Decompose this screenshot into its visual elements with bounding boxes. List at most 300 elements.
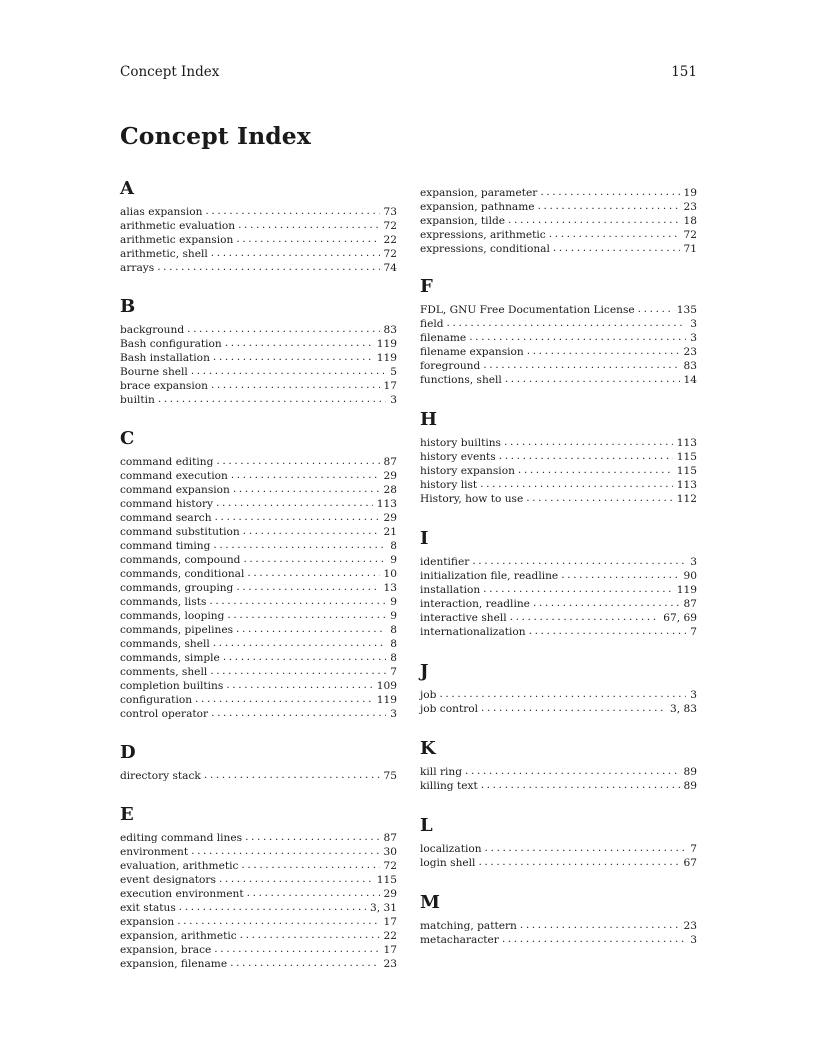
- page-reference[interactable]: 23: [383, 958, 397, 970]
- index-term: expressions, conditional: [420, 243, 550, 255]
- dot-leader: [187, 322, 379, 336]
- page-reference[interactable]: 113: [376, 498, 397, 510]
- dot-leader: [529, 624, 687, 638]
- index-section: [120, 178, 397, 275]
- index-entry[interactable]: [420, 478, 697, 492]
- page-reference[interactable]: 9: [390, 610, 397, 622]
- index-entry[interactable]: [420, 200, 697, 214]
- index-term: arrays: [120, 262, 155, 274]
- dot-leader: [538, 199, 680, 213]
- index-entry[interactable]: [120, 943, 397, 957]
- dot-leader: [213, 636, 386, 650]
- page-reference[interactable]: 22: [383, 234, 397, 246]
- index-term: commands, pipelines: [120, 624, 234, 636]
- page-reference[interactable]: 29: [383, 888, 397, 900]
- index-term: background: [120, 324, 185, 336]
- section-letter: A: [120, 178, 134, 199]
- index-entry[interactable]: [120, 337, 397, 351]
- index-section: [420, 738, 697, 793]
- dot-leader: [243, 552, 386, 566]
- index-term: foreground: [420, 360, 481, 372]
- index-entry[interactable]: [420, 492, 697, 506]
- index-term: expansion: [120, 916, 175, 928]
- page-reference[interactable]: 67, 69: [663, 612, 697, 624]
- section-letter: K: [420, 738, 436, 759]
- dot-leader: [225, 336, 373, 350]
- running-header: [120, 64, 697, 80]
- page-reference[interactable]: 8: [390, 652, 397, 664]
- index-entry[interactable]: [420, 583, 697, 597]
- index-entry[interactable]: [120, 393, 397, 407]
- index-term: command expansion: [120, 484, 230, 496]
- index-entry[interactable]: [420, 331, 697, 345]
- page-reference[interactable]: 72: [683, 229, 697, 241]
- dot-leader: [214, 942, 379, 956]
- page-reference[interactable]: 7: [690, 626, 697, 638]
- section-letter: J: [420, 661, 429, 682]
- page-reference[interactable]: 13: [383, 582, 397, 594]
- index-entry[interactable]: [420, 919, 697, 933]
- index-term: alias expansion: [120, 206, 203, 218]
- index-term: arithmetic expansion: [120, 234, 234, 246]
- dot-leader: [483, 582, 673, 596]
- page-reference[interactable]: 3: [690, 689, 697, 701]
- index-section: [420, 409, 697, 506]
- index-entry[interactable]: [120, 769, 397, 783]
- page-reference[interactable]: 115: [676, 465, 697, 477]
- index-entry[interactable]: [120, 247, 397, 261]
- page-reference[interactable]: 29: [383, 470, 397, 482]
- index-term: history expansion: [420, 465, 515, 477]
- page-reference[interactable]: 72: [383, 220, 397, 232]
- section-letter: H: [420, 409, 438, 430]
- page-reference[interactable]: 71: [683, 243, 697, 255]
- index-term: evaluation, arithmetic: [120, 860, 239, 872]
- index-entry[interactable]: [120, 873, 397, 887]
- index-term: command editing: [120, 456, 214, 468]
- index-entry[interactable]: [120, 693, 397, 707]
- index-column-left: [120, 178, 397, 971]
- page-reference[interactable]: 19: [683, 187, 697, 199]
- dot-leader: [465, 764, 680, 778]
- section-letter: C: [120, 428, 135, 449]
- page-reference[interactable]: 23: [683, 920, 697, 932]
- page-reference[interactable]: 21: [383, 526, 397, 538]
- page-reference[interactable]: 73: [383, 206, 397, 218]
- index-term: directory stack: [120, 770, 201, 782]
- dot-leader: [520, 918, 680, 932]
- index-entry[interactable]: [120, 651, 397, 665]
- dot-leader: [216, 454, 379, 468]
- index-term: expansion, brace: [120, 944, 212, 956]
- page-reference[interactable]: 72: [383, 860, 397, 872]
- dot-leader: [213, 350, 373, 364]
- section-letter: I: [420, 528, 429, 549]
- dot-leader: [211, 378, 380, 392]
- index-term: commands, looping: [120, 610, 225, 622]
- index-entry[interactable]: [420, 702, 697, 716]
- index-entry[interactable]: [420, 450, 697, 464]
- dot-leader: [215, 510, 380, 524]
- index-entry[interactable]: [120, 665, 397, 679]
- index-entry[interactable]: [420, 436, 697, 450]
- dot-leader: [561, 568, 679, 582]
- index-entry[interactable]: [120, 205, 397, 219]
- index-section: [420, 815, 697, 870]
- dot-leader: [485, 841, 687, 855]
- dot-leader: [230, 956, 379, 970]
- index-term: interaction, readline: [420, 598, 530, 610]
- index-entry[interactable]: [420, 597, 697, 611]
- dot-leader: [177, 914, 379, 928]
- index-term: expressions, arithmetic: [420, 229, 546, 241]
- index-term: localization: [420, 843, 482, 855]
- page-reference[interactable]: 119: [376, 694, 397, 706]
- dot-leader: [483, 358, 679, 372]
- index-entry[interactable]: [120, 469, 397, 483]
- index-entry[interactable]: [120, 539, 397, 553]
- index-term: environment: [120, 846, 189, 858]
- index-entry[interactable]: [120, 901, 397, 915]
- page-reference[interactable]: 109: [376, 680, 397, 692]
- dot-leader: [179, 900, 366, 914]
- dot-leader: [472, 554, 686, 568]
- page-reference[interactable]: 23: [683, 346, 697, 358]
- index-term: command search: [120, 512, 212, 524]
- page-reference[interactable]: 119: [376, 352, 397, 364]
- page-reference[interactable]: 8: [390, 624, 397, 636]
- page-reference[interactable]: 17: [383, 380, 397, 392]
- section-letter: E: [120, 804, 134, 825]
- page-reference[interactable]: 135: [676, 304, 697, 316]
- index-term: execution environment: [120, 888, 244, 900]
- page-reference[interactable]: 17: [383, 944, 397, 956]
- index-entry[interactable]: [420, 345, 697, 359]
- index-entry[interactable]: [420, 228, 697, 242]
- dot-leader: [502, 932, 686, 946]
- dot-leader: [240, 928, 380, 942]
- index-entry[interactable]: [420, 317, 697, 331]
- dot-leader: [191, 844, 379, 858]
- index-entry[interactable]: [420, 373, 697, 387]
- page-reference[interactable]: 83: [683, 360, 697, 372]
- index-entry[interactable]: [120, 595, 397, 609]
- index-entry[interactable]: [120, 567, 397, 581]
- page-reference[interactable]: 29: [383, 512, 397, 524]
- dot-leader: [481, 778, 680, 792]
- dot-leader: [219, 872, 373, 886]
- index-entry[interactable]: [120, 915, 397, 929]
- page-reference[interactable]: 3: [390, 708, 397, 720]
- page-reference[interactable]: 14: [683, 374, 697, 386]
- page-reference[interactable]: 8: [390, 540, 397, 552]
- dot-leader: [195, 692, 373, 706]
- index-term: installation: [420, 584, 481, 596]
- index-column-right: [420, 186, 697, 947]
- page-reference[interactable]: 87: [383, 456, 397, 468]
- dot-leader: [241, 858, 379, 872]
- page-reference[interactable]: 9: [390, 596, 397, 608]
- page-reference[interactable]: 72: [383, 248, 397, 260]
- index-term: matching, pattern: [420, 920, 517, 932]
- dot-leader: [499, 449, 673, 463]
- index-entry[interactable]: [120, 859, 397, 873]
- index-entry[interactable]: [120, 351, 397, 365]
- dot-leader: [505, 372, 680, 386]
- page-reference[interactable]: 8: [390, 638, 397, 650]
- page-reference[interactable]: 113: [676, 437, 697, 449]
- page-reference[interactable]: 3, 31: [370, 902, 397, 914]
- dot-leader: [226, 678, 372, 692]
- index-term: comments, shell: [120, 666, 208, 678]
- index-section: [120, 296, 397, 407]
- index-entry[interactable]: [120, 581, 397, 595]
- index-term: killing text: [420, 780, 478, 792]
- page-reference[interactable]: 9: [390, 554, 397, 566]
- index-term: interactive shell: [420, 612, 507, 624]
- index-entry[interactable]: [120, 365, 397, 379]
- dot-leader: [247, 566, 379, 580]
- page-reference[interactable]: 87: [683, 598, 697, 610]
- index-entry[interactable]: [420, 856, 697, 870]
- dot-leader: [553, 241, 680, 255]
- index-entry[interactable]: [120, 455, 397, 469]
- page-reference[interactable]: 3: [390, 394, 397, 406]
- index-term: Bourne shell: [120, 366, 188, 378]
- page-reference[interactable]: 5: [390, 366, 397, 378]
- dot-leader: [209, 594, 386, 608]
- dot-leader: [447, 316, 687, 330]
- index-term: History, how to use: [420, 493, 524, 505]
- index-term: expansion, parameter: [420, 187, 538, 199]
- index-section: [420, 186, 697, 256]
- page-reference[interactable]: 3, 83: [670, 703, 697, 715]
- dot-leader: [481, 701, 666, 715]
- index-term: kill ring: [420, 766, 463, 778]
- page-reference[interactable]: 89: [683, 766, 697, 778]
- page-reference[interactable]: 18: [683, 215, 697, 227]
- page-reference[interactable]: 7: [690, 843, 697, 855]
- index-term: internationalization: [420, 626, 526, 638]
- dot-leader: [469, 330, 686, 344]
- index-entry[interactable]: [420, 933, 697, 947]
- index-entry[interactable]: [420, 555, 697, 569]
- dot-leader: [205, 204, 379, 218]
- page-reference[interactable]: 3: [690, 934, 697, 946]
- index-section: [120, 428, 397, 721]
- index-term: job control: [420, 703, 479, 715]
- section-letter: F: [420, 276, 433, 297]
- index-term: expansion, pathname: [420, 201, 535, 213]
- index-term: command substitution: [120, 526, 240, 538]
- dot-leader: [245, 830, 379, 844]
- index-term: expansion, filename: [120, 958, 228, 970]
- dot-leader: [439, 687, 686, 701]
- dot-leader: [478, 855, 679, 869]
- index-entry[interactable]: [420, 611, 697, 625]
- dot-leader: [549, 227, 680, 241]
- index-term: event designators: [120, 874, 216, 886]
- index-term: history events: [420, 451, 496, 463]
- page-reference[interactable]: 112: [676, 493, 697, 505]
- section-letter: D: [120, 742, 136, 763]
- index-term: history list: [420, 479, 478, 491]
- index-entry[interactable]: [120, 497, 397, 511]
- dot-leader: [216, 496, 373, 510]
- page-reference[interactable]: 89: [683, 780, 697, 792]
- dot-leader: [527, 344, 680, 358]
- dot-leader: [526, 491, 673, 505]
- index-term: filename expansion: [420, 346, 524, 358]
- dot-leader: [508, 213, 680, 227]
- dot-leader: [157, 260, 379, 274]
- dot-leader: [211, 706, 386, 720]
- index-term: login shell: [420, 857, 476, 869]
- dot-leader: [158, 392, 386, 406]
- dot-leader: [518, 463, 673, 477]
- index-term: commands, simple: [120, 652, 220, 664]
- dot-leader: [231, 468, 380, 482]
- index-entry[interactable]: [420, 359, 697, 373]
- page-reference[interactable]: 17: [383, 916, 397, 928]
- index-entry[interactable]: [120, 261, 397, 275]
- page-reference[interactable]: 30: [383, 846, 397, 858]
- section-letter: L: [420, 815, 433, 836]
- dot-leader: [236, 580, 379, 594]
- index-entry[interactable]: [120, 483, 397, 497]
- index-term: commands, shell: [120, 638, 210, 650]
- page-reference[interactable]: 75: [383, 770, 397, 782]
- index-section: [420, 892, 697, 947]
- index-entry[interactable]: [120, 845, 397, 859]
- index-term: commands, lists: [120, 596, 207, 608]
- index-entry[interactable]: [420, 186, 697, 200]
- index-term: metacharacter: [420, 934, 499, 946]
- index-term: control operator: [120, 708, 209, 720]
- page-reference[interactable]: 22: [383, 930, 397, 942]
- index-entry[interactable]: [120, 929, 397, 943]
- page-reference[interactable]: 87: [383, 832, 397, 844]
- index-term: exit status: [120, 902, 176, 914]
- index-term: expansion, tilde: [420, 215, 506, 227]
- page-reference[interactable]: 7: [390, 666, 397, 678]
- dot-leader: [638, 302, 673, 316]
- page-reference[interactable]: 119: [676, 584, 697, 596]
- index-entry[interactable]: [120, 623, 397, 637]
- index-section: [420, 276, 697, 387]
- index-entry[interactable]: [420, 242, 697, 256]
- page-reference[interactable]: 3: [690, 332, 697, 344]
- page-reference[interactable]: 23: [683, 201, 697, 213]
- index-entry[interactable]: [120, 323, 397, 337]
- page-reference[interactable]: 115: [376, 874, 397, 886]
- page-reference[interactable]: 115: [676, 451, 697, 463]
- index-entry[interactable]: [420, 765, 697, 779]
- index-entry[interactable]: [120, 679, 397, 693]
- index-entry[interactable]: [420, 779, 697, 793]
- index-term: Bash installation: [120, 352, 210, 364]
- index-term: filename: [420, 332, 467, 344]
- dot-leader: [247, 886, 380, 900]
- index-entry[interactable]: [420, 625, 697, 639]
- dot-leader: [480, 477, 673, 491]
- index-entry[interactable]: [120, 553, 397, 567]
- page-reference[interactable]: 119: [376, 338, 397, 350]
- page-reference[interactable]: 28: [383, 484, 397, 496]
- index-entry[interactable]: [420, 842, 697, 856]
- index-term: functions, shell: [420, 374, 502, 386]
- page-reference[interactable]: 113: [676, 479, 697, 491]
- dot-leader: [238, 218, 379, 232]
- index-term: arithmetic, shell: [120, 248, 208, 260]
- dot-leader: [243, 524, 380, 538]
- index-term: commands, compound: [120, 554, 241, 566]
- page-title: Concept Index: [120, 122, 311, 150]
- index-entry[interactable]: [120, 525, 397, 539]
- dot-leader: [213, 538, 386, 552]
- page-reference[interactable]: 90: [683, 570, 697, 582]
- index-entry[interactable]: [120, 609, 397, 623]
- index-entry[interactable]: [120, 637, 397, 651]
- index-section: [420, 661, 697, 716]
- page-reference[interactable]: 10: [383, 568, 397, 580]
- header-title: Concept Index: [120, 64, 220, 80]
- index-entry[interactable]: [420, 214, 697, 228]
- index-entry[interactable]: [120, 957, 397, 971]
- index-term: command history: [120, 498, 214, 510]
- index-term: job: [420, 689, 437, 701]
- dot-leader: [540, 185, 679, 199]
- index-entry[interactable]: [120, 831, 397, 845]
- index-term: editing command lines: [120, 832, 243, 844]
- index-entry[interactable]: [420, 303, 697, 317]
- index-term: arithmetic evaluation: [120, 220, 236, 232]
- section-letter: M: [420, 892, 440, 913]
- index-term: configuration: [120, 694, 193, 706]
- index-entry[interactable]: [120, 233, 397, 247]
- index-entry[interactable]: [120, 887, 397, 901]
- index-term: FDL, GNU Free Documentation License: [420, 304, 635, 316]
- index-section: [120, 742, 397, 783]
- index-entry[interactable]: [420, 688, 697, 702]
- index-entry[interactable]: [120, 511, 397, 525]
- index-term: commands, conditional: [120, 568, 245, 580]
- index-entry[interactable]: [120, 707, 397, 721]
- index-entry[interactable]: [120, 219, 397, 233]
- page-reference[interactable]: 67: [683, 857, 697, 869]
- index-term: expansion, arithmetic: [120, 930, 237, 942]
- dot-leader: [236, 232, 379, 246]
- dot-leader: [233, 482, 380, 496]
- index-term: field: [420, 318, 444, 330]
- section-letter: B: [120, 296, 136, 317]
- dot-leader: [236, 622, 386, 636]
- dot-leader: [191, 364, 386, 378]
- dot-leader: [223, 650, 386, 664]
- page-reference[interactable]: 83: [383, 324, 397, 336]
- index-term: builtin: [120, 394, 155, 406]
- index-entry[interactable]: [420, 569, 697, 583]
- page-reference[interactable]: 74: [383, 262, 397, 274]
- index-entry[interactable]: [420, 464, 697, 478]
- dot-leader: [204, 768, 380, 782]
- page-reference[interactable]: 3: [690, 556, 697, 568]
- page-reference[interactable]: 3: [690, 318, 697, 330]
- index-term: commands, grouping: [120, 582, 234, 594]
- index-term: completion builtins: [120, 680, 224, 692]
- index-term: identifier: [420, 556, 470, 568]
- index-entry[interactable]: [120, 379, 397, 393]
